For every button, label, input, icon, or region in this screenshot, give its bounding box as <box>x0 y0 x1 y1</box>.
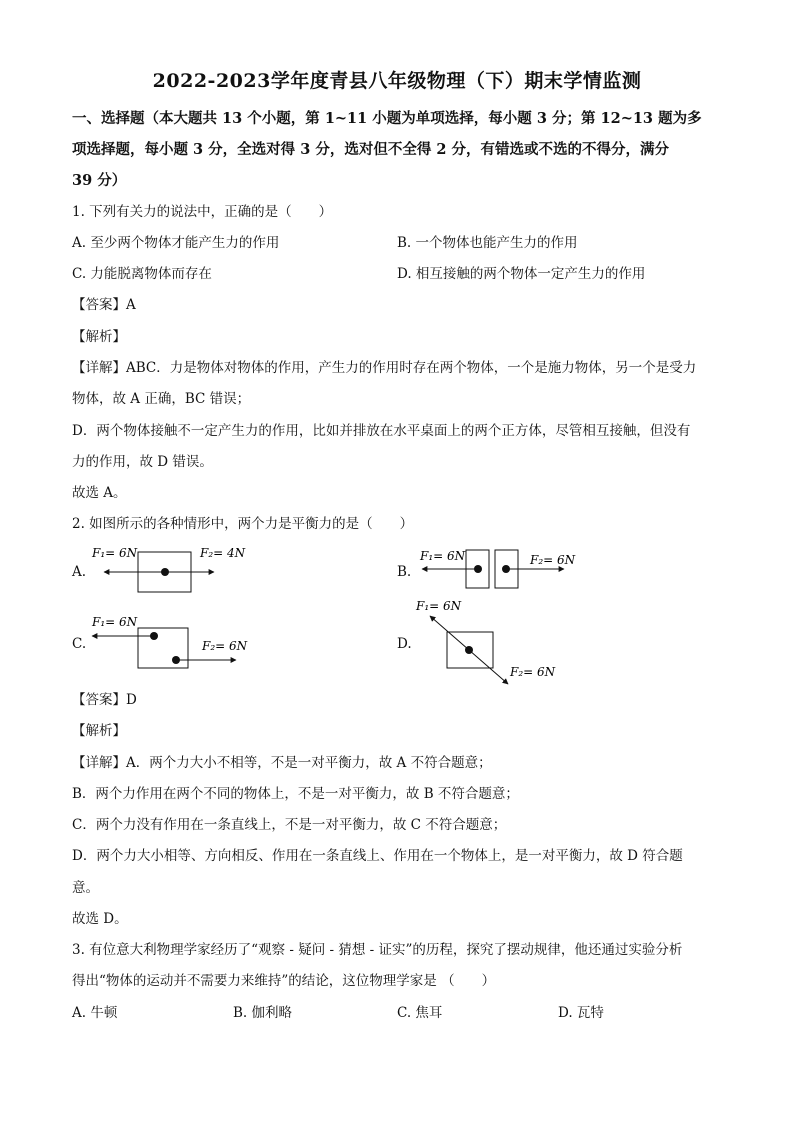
q3-option-b: B. 伽利略 <box>233 1005 293 1021</box>
q2-stem: 2. 如图所示的各种情形中，两个力是平衡力的是（ ） <box>72 516 414 532</box>
fig-b-f2-label: F₂= 6N <box>530 553 576 567</box>
q2-detail-line-4: D．两个力大小相等、方向相反、作用在一条直线上、作用在一个物体上，是一对平衡力，故 D 符合题 <box>72 848 683 864</box>
q2-fig-a-label: A. <box>72 564 87 580</box>
fig-c-f1-label: F₁= 6N <box>92 615 138 629</box>
q2-detail-line-1: 【详解】A．两个力大小不相等，不是一对平衡力，故 A 不符合题意； <box>72 755 492 771</box>
q3-stem-line-1: 3. 有位意大利物理学家经历了“观察 - 疑问 - 猜想 - 证实”的历程，探究了摆动规律，他还通过实验分析 <box>72 942 683 958</box>
fig-b-f1-label: F₁= 6N <box>420 549 466 563</box>
q1-analysis-label: 【解析】 <box>72 329 126 345</box>
q1-answer: 【答案】A <box>72 297 136 313</box>
fig-c-point-upper <box>150 632 158 640</box>
q1-detail-line-3: D．两个物体接触不一定产生力的作用，比如并排放在水平桌面上的两个正方体，尽管相互接触，但没有 <box>72 423 691 439</box>
q1-option-b: B. 一个物体也能产生力的作用 <box>397 235 578 251</box>
q1-stem: 1. 下列有关力的说法中，正确的是（ ） <box>72 204 333 220</box>
page-title: 2022-2023学年度青县八年级物理（下）期末学情监测 <box>152 70 642 92</box>
section-header-line-2: 项选择题，每小题 3 分，全选对得 3 分，选对但不全得 2 分，有错选或不选的不得分，满分 <box>72 141 670 158</box>
q2-figure-b <box>414 540 584 600</box>
fig-d-arrow-f2 <box>469 650 508 684</box>
fig-d-arrow-f1 <box>430 616 469 650</box>
fig-b-point-right <box>502 565 510 573</box>
q1-detail-line-4: 力的作用，故 D 错误。 <box>72 454 213 470</box>
fig-d-point <box>465 646 473 654</box>
fig-c-block <box>138 628 188 668</box>
q2-fig-b-label: B. <box>397 564 412 580</box>
fig-a-point <box>161 568 169 576</box>
section-header-line-3: 39 分） <box>72 172 127 189</box>
q2-detail-line-5: 意。 <box>72 880 99 896</box>
q1-detail-line-2: 物体，故 A 正确，BC 错误； <box>72 391 251 407</box>
fig-d-f1-label: F₁= 6N <box>416 599 462 613</box>
fig-a-f2-label: F₂= 4N <box>200 546 246 560</box>
q1-choose: 故选 A。 <box>72 485 127 501</box>
q2-fig-c-label: C. <box>72 636 87 652</box>
fig-d-f2-label: F₂= 6N <box>510 665 556 679</box>
q1-option-a: A. 至少两个物体才能产生力的作用 <box>72 235 280 251</box>
fig-c-point-lower <box>172 656 180 664</box>
q3-option-d: D. 瓦特 <box>558 1005 604 1021</box>
q2-fig-d-label: D. <box>397 636 412 652</box>
q1-option-c: C. 力能脱离物体而存在 <box>72 266 212 282</box>
section-header-line-1: 一、选择题（本大题共 13 个小题，第 1~11 小题为单项选择，每小题 3 分；第 12~13 题为多 <box>72 110 702 127</box>
q3-stem-line-2: 得出“物体的运动并不需要力来维持”的结论，这位物理学家是 （ ） <box>72 973 496 989</box>
q2-figure-a <box>90 540 260 600</box>
fig-c-f2-label: F₂= 6N <box>202 639 248 653</box>
q2-detail-line-2: B．两个力作用在两个不同的物体上，不是一对平衡力，故 B 不符合题意； <box>72 786 519 802</box>
q1-detail-line-1: 【详解】ABC．力是物体对物体的作用，产生力的作用时存在两个物体，一个是施力物体，另一个是受力 <box>72 360 697 376</box>
q2-choose: 故选 D。 <box>72 911 128 927</box>
q2-figure-c <box>88 610 258 680</box>
q2-figure-d <box>414 598 584 688</box>
q2-answer: 【答案】D <box>72 692 137 708</box>
q3-option-a: A. 牛顿 <box>72 1005 118 1021</box>
q2-analysis-label: 【解析】 <box>72 723 126 739</box>
q2-detail-line-3: C．两个力没有作用在一条直线上，不是一对平衡力，故 C 不符合题意； <box>72 817 507 833</box>
q1-option-d: D. 相互接触的两个物体一定产生力的作用 <box>397 266 646 282</box>
q3-option-c: C. 焦耳 <box>397 1005 443 1021</box>
fig-b-point-left <box>474 565 482 573</box>
fig-a-f1-label: F₁= 6N <box>92 546 138 560</box>
